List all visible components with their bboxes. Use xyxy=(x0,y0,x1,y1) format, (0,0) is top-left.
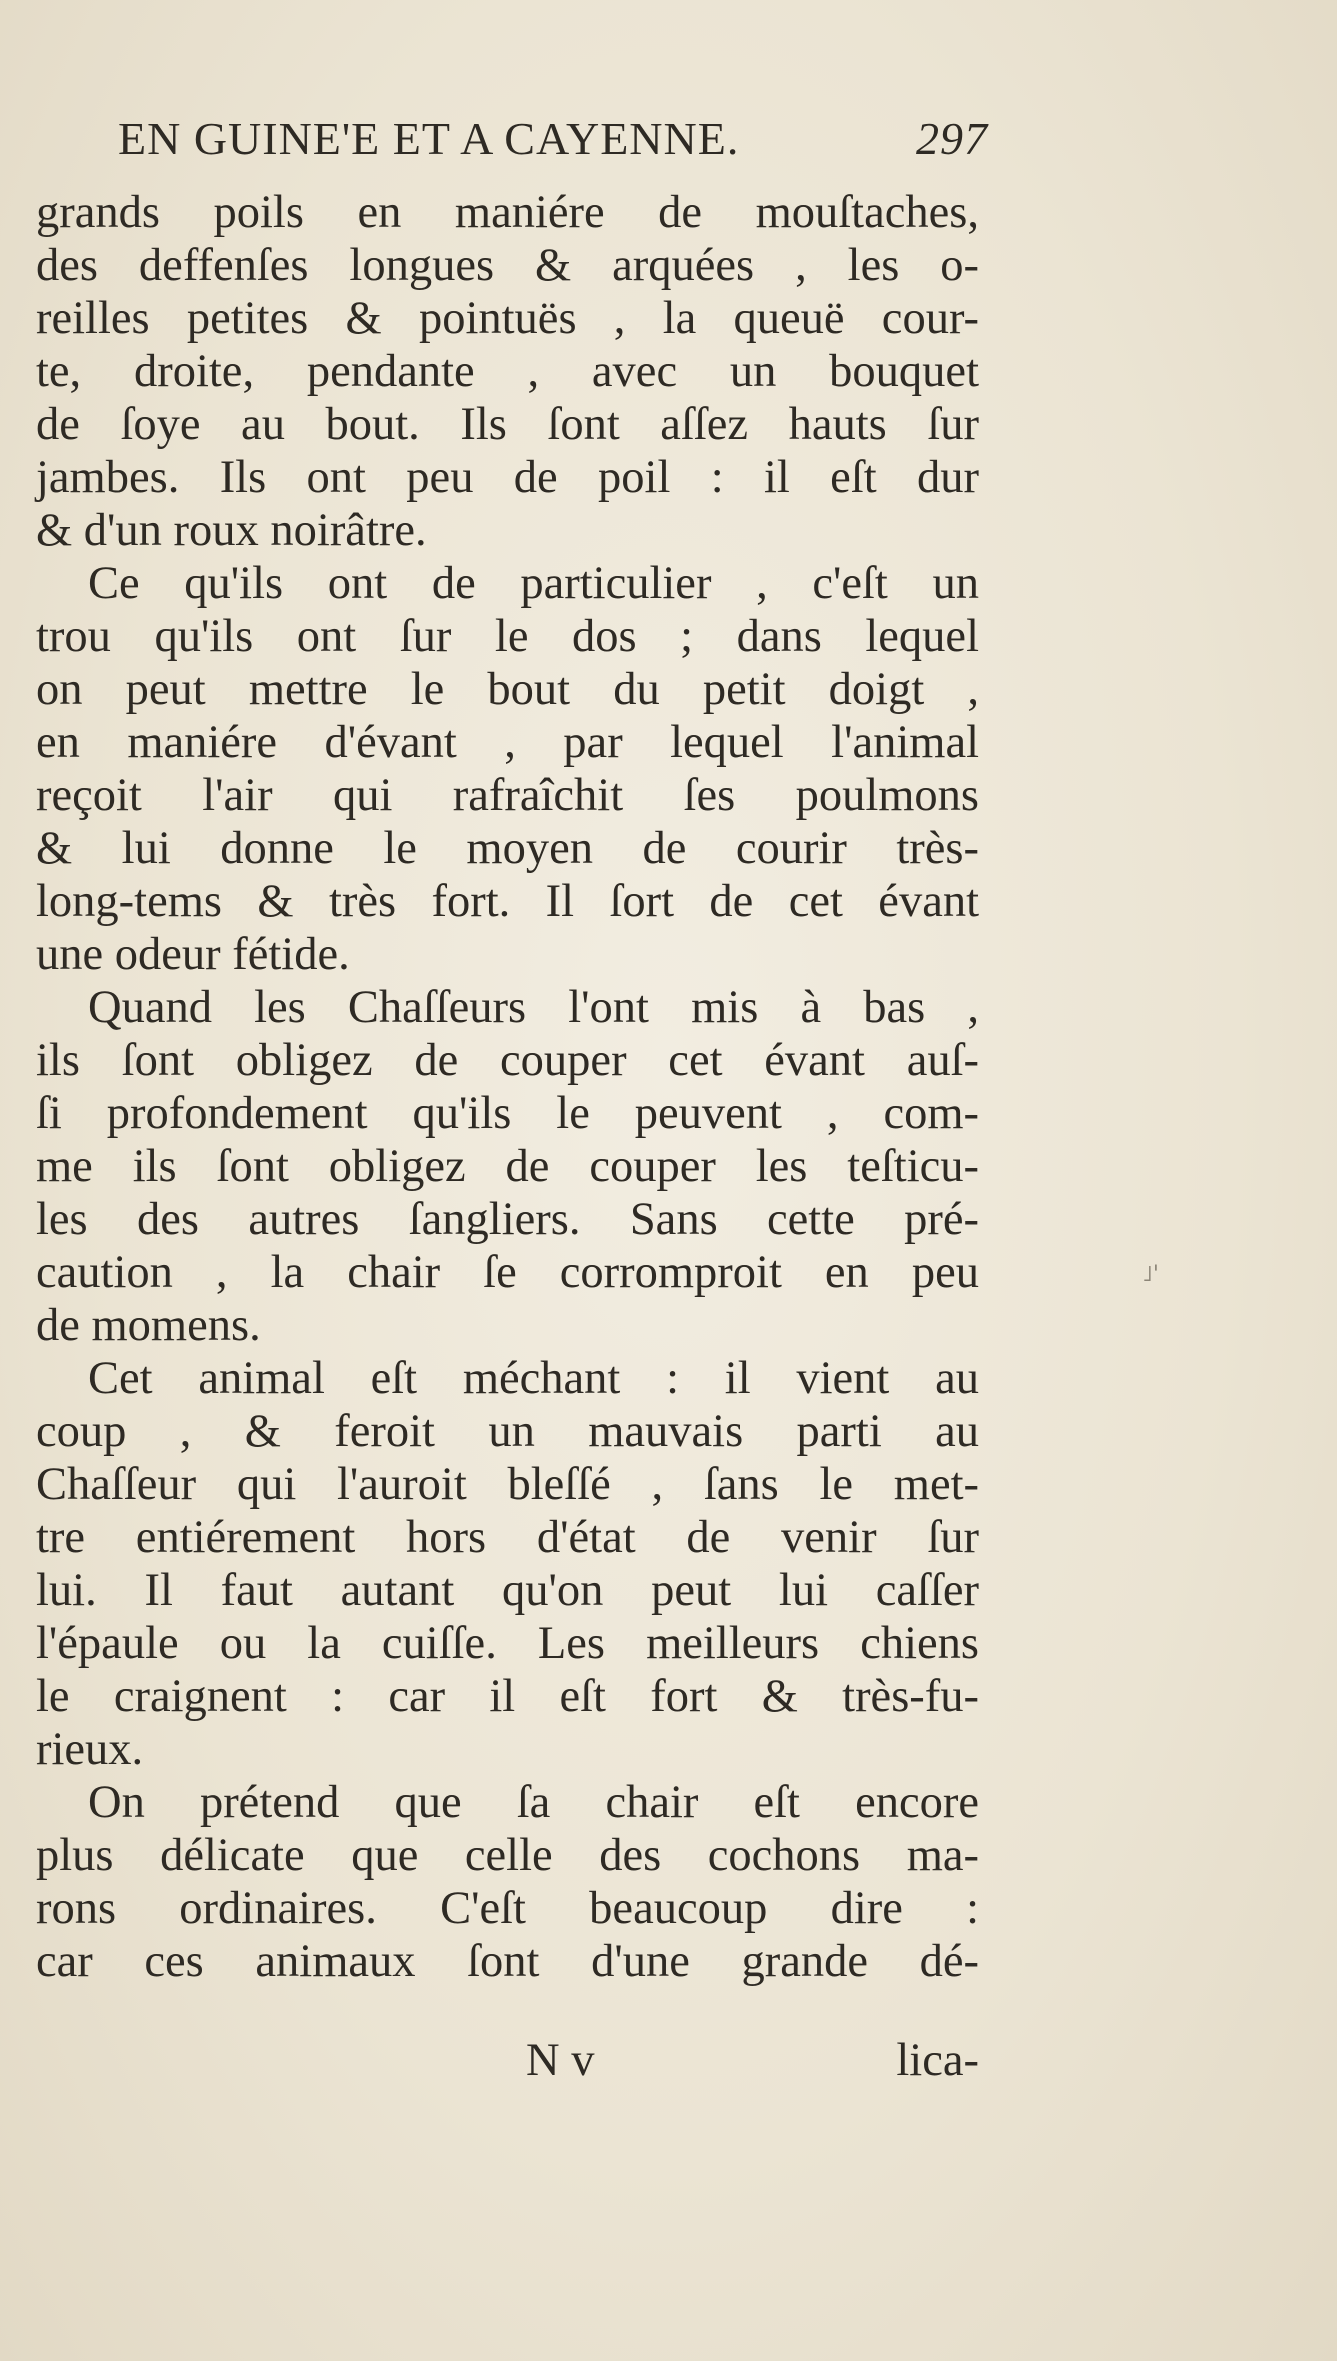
text-line: te, droite, pendante , avec un bouquet xyxy=(36,346,979,397)
text-line: trou qu'ils ont ſur le dos ; dans lequel xyxy=(36,611,979,662)
text-line: lui. Il faut autant qu'on peut lui caſſer xyxy=(36,1565,979,1616)
text-line: on peut mettre le bout du petit doigt , xyxy=(36,664,979,715)
text-line: On prétend que ſa chair eſt encore xyxy=(88,1777,979,1828)
text-line: plus délicate que celle des cochons ma- xyxy=(36,1830,979,1881)
text-line: une odeur fétide. xyxy=(36,929,350,980)
text-line: long-tems & très fort. Il ſort de cet évant xyxy=(36,876,979,927)
signature-mark: N v xyxy=(526,2035,595,2086)
text-line: en maniére d'évant , par lequel l'animal xyxy=(36,717,979,768)
text-line: jambes. Ils ont peu de poil : il eſt dur xyxy=(36,452,979,503)
text-line: coup , & feroit un mauvais parti au xyxy=(36,1406,979,1457)
text-line: Chaſſeur qui l'auroit bleſſé , ſans le met- xyxy=(36,1459,979,1510)
text-line: reilles petites & pointuës , la queuë cour- xyxy=(36,293,979,344)
text-line: des deffenſes longues & arquées , les o- xyxy=(36,240,979,291)
text-line: de momens. xyxy=(36,1300,261,1351)
text-line: grands poils en maniére de mouſtaches, xyxy=(36,187,979,238)
text-line: de ſoye au bout. Ils ſont aſſez hauts ſur xyxy=(36,399,979,450)
text-line: ils ſont obligez de couper cet évant auſ- xyxy=(36,1035,979,1086)
text-line: le craignent : car il eſt fort & très-fu- xyxy=(36,1671,979,1722)
text-line: rons ordinaires. C'eſt beaucoup dire : xyxy=(36,1883,979,1934)
margin-mark: ˩' xyxy=(1142,1262,1159,1287)
text-line: Ce qu'ils ont de particulier , c'eſt un xyxy=(88,558,979,609)
page-footer xyxy=(36,2034,979,2090)
page-number: 297 xyxy=(916,113,988,164)
text-line: car ces animaux ſont d'une grande dé- xyxy=(36,1936,979,1987)
text-line: caution , la chair ſe corromproit en peu xyxy=(36,1247,979,1298)
text-line: tre entiérement hors d'état de venir ſur xyxy=(36,1512,979,1563)
text-line: me ils ſont obligez de couper les teſticu- xyxy=(36,1141,979,1192)
text-line: Quand les Chaſſeurs l'ont mis à bas , xyxy=(88,982,979,1033)
body-text xyxy=(36,186,986,1988)
text-line: reçoit l'air qui rafraîchit ſes poulmons xyxy=(36,770,979,821)
text-line: Cet animal eſt méchant : il vient au xyxy=(88,1353,979,1404)
text-line: ſi profondement qu'ils le peuvent , com- xyxy=(36,1088,979,1139)
running-head: EN GUINE'E ET A CAYENNE. xyxy=(118,113,740,164)
text-line: rieux. xyxy=(36,1724,144,1775)
text-line: les des autres ſangliers. Sans cette pré- xyxy=(36,1194,979,1245)
text-line: l'épaule ou la cuiſſe. Les meilleurs chiens xyxy=(36,1618,979,1669)
catchword: lica- xyxy=(896,2035,979,2086)
text-line: & lui donne le moyen de courir très- xyxy=(36,823,979,874)
page-header xyxy=(118,112,988,172)
text-line: & d'un roux noirâtre. xyxy=(36,505,427,556)
